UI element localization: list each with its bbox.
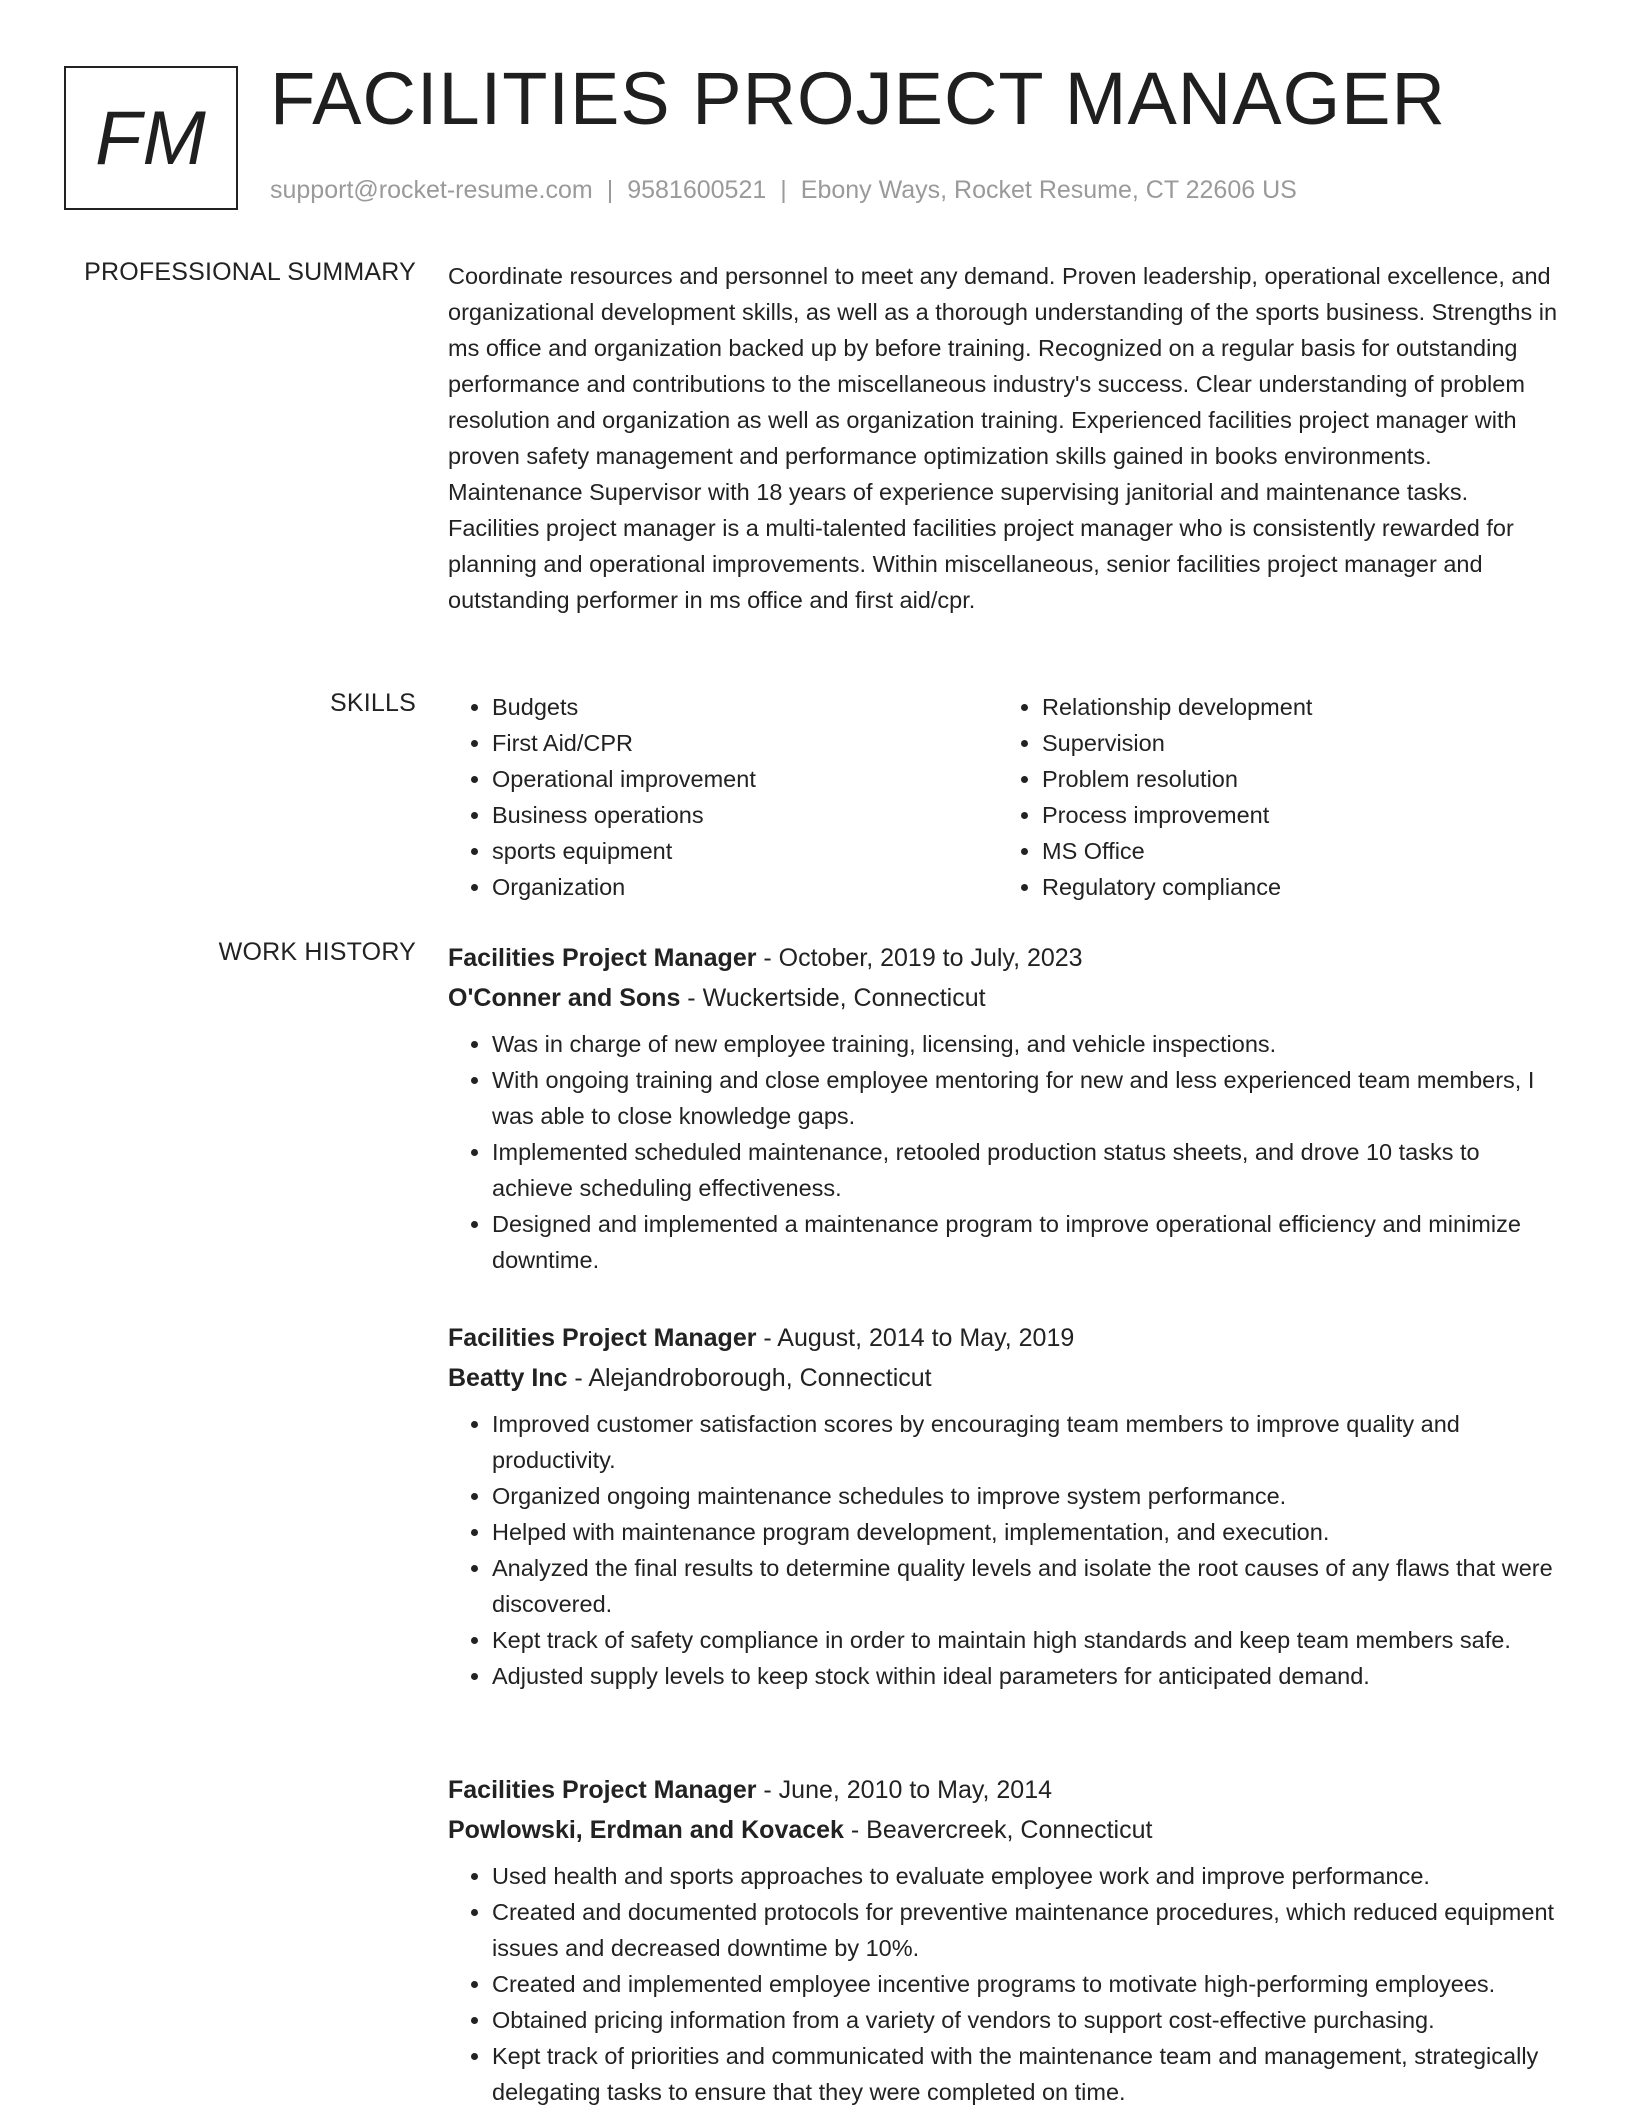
job-title: Facilities Project Manager (448, 1776, 757, 1804)
job-bullet: • Created and implemented employee incentive programs to motivate high-performing employees. (492, 1966, 1564, 2002)
skill-item: • Operational improvement (492, 761, 756, 797)
job-bullet: • Implemented scheduled maintenance, retooled production status sheets, and drove 10 tasks to achieve scheduling effectiveness. (492, 1134, 1564, 1206)
job-bullet: • Used health and sports approaches to evaluate employee work and improve performance. (492, 1858, 1564, 1894)
summary-text: Coordinate resources and personnel to meet any demand. Proven leadership, operational excellence, and organizational development skills, as well as a thorough understanding of the sports business. Strengths in ms office and organization backed up by before training. Recognized on a regular basis for outstanding performance and contributions to the miscellaneous industry's success. Clear understanding of problem resolution and organization as well as organization training. Experienced facilities project manager with proven safety management and performance optimization skills gained in books environments. Maintenance Supervisor with 18 years of experience supervising janitorial and maintenance tasks. Facilities project manager is a multi-talented facilities project manager who is consistently rewarded for planning and operational improvements. Within miscellaneous, senior facilities project manager and outstanding performer in ms office and first aid/cpr. (448, 263, 1558, 613)
monogram-logo: FM (64, 66, 238, 210)
skill-item: • Relationship development (1042, 689, 1312, 725)
skills-list-left (448, 689, 756, 905)
skill-item: • MS Office (1042, 833, 1312, 869)
job-bullet: • Designed and implemented a maintenance program to improve operational efficiency and minimize downtime. (492, 1206, 1564, 1278)
job-bullet: • Improved customer satisfaction scores by encouraging team members to improve quality and productivity. (492, 1406, 1564, 1478)
skills-list-right (998, 689, 1312, 905)
job-title: Facilities Project Manager (448, 944, 757, 972)
summary-body (448, 258, 1564, 618)
job-bullets (448, 1026, 1564, 1278)
skill-item: • Process improvement (1042, 797, 1312, 833)
summary-label: PROFESSIONAL SUMMARY (84, 258, 416, 286)
job-dates: - October, 2019 to July, 2023 (756, 944, 1083, 972)
job-bullet: • Created and documented protocols for preventive maintenance procedures, which reduced equipment issues and decreased downtime by 10%. (492, 1894, 1564, 1966)
job-entry (448, 1318, 1564, 1694)
job-location: - Alejandroborough, Connecticut (567, 1364, 932, 1392)
job-company: Powlowski, Erdman and Kovacek (448, 1816, 844, 1844)
skill-item: • Organization (492, 869, 756, 905)
job-bullet: • Kept track of priorities and communicated with the maintenance team and management, strategically delegating tasks to ensure that they were completed on time. (492, 2038, 1564, 2110)
skill-item: • sports equipment (492, 833, 756, 869)
job-company-line (448, 978, 1564, 1018)
job-bullet: • Kept track of safety compliance in order to maintain high standards and keep team members safe. (492, 1622, 1564, 1658)
job-bullet: • Organized ongoing maintenance schedules to improve system performance. (492, 1478, 1564, 1514)
job-title-line (448, 1318, 1564, 1358)
contact-phone[interactable]: 9581600521 (627, 176, 767, 204)
job-location: - Wuckertside, Connecticut (680, 984, 986, 1012)
job-entry (448, 1770, 1564, 2110)
job-company-line (448, 1810, 1564, 1850)
skills-label: SKILLS (330, 689, 416, 717)
job-bullet: • Analyzed the final results to determine quality levels and isolate the root causes of any flaws that were discovered. (492, 1550, 1564, 1622)
skills-body (448, 689, 1564, 909)
skill-item: • Problem resolution (1042, 761, 1312, 797)
job-title-line (448, 938, 1564, 978)
job-bullet: • Obtained pricing information from a variety of vendors to support cost-effective purchasing. (492, 2002, 1564, 2038)
job-company-line (448, 1358, 1564, 1398)
job-bullet: • With ongoing training and close employee mentoring for new and less experienced team members, I was able to close knowledge gaps. (492, 1062, 1564, 1134)
skill-item: • First Aid/CPR (492, 725, 756, 761)
job-bullets (448, 1858, 1564, 2110)
skill-item: • Business operations (492, 797, 756, 833)
skill-item: • Supervision (1042, 725, 1312, 761)
job-title-line (448, 1770, 1564, 1810)
job-location: - Beavercreek, Connecticut (843, 1816, 1153, 1844)
job-bullet: • Adjusted supply levels to keep stock within ideal parameters for anticipated demand. (492, 1658, 1564, 1694)
contact-separator: | (606, 176, 614, 204)
page-title: FACILITIES PROJECT MANAGER (270, 57, 1446, 140)
job-dates: - August, 2014 to May, 2019 (756, 1324, 1075, 1352)
contact-email[interactable]: support@rocket-resume.com (270, 176, 593, 204)
job-title: Facilities Project Manager (448, 1324, 757, 1352)
work-history-label: WORK HISTORY (218, 938, 416, 966)
job-dates: - June, 2010 to May, 2014 (756, 1776, 1053, 1804)
skill-item: • Regulatory compliance (1042, 869, 1312, 905)
job-bullets (448, 1406, 1564, 1694)
contact-separator: | (780, 176, 787, 204)
job-entry (448, 938, 1564, 1278)
skill-item: • Budgets (492, 689, 756, 725)
contact-line (270, 176, 1297, 205)
job-bullet: • Was in charge of new employee training, licensing, and vehicle inspections. (492, 1026, 1564, 1062)
contact-address: Ebony Ways, Rocket Resume, CT 22606 US (800, 176, 1297, 204)
job-bullet: • Helped with maintenance program development, implementation, and execution. (492, 1514, 1564, 1550)
job-company: O'Conner and Sons (448, 984, 681, 1012)
job-company: Beatty Inc (448, 1364, 568, 1392)
